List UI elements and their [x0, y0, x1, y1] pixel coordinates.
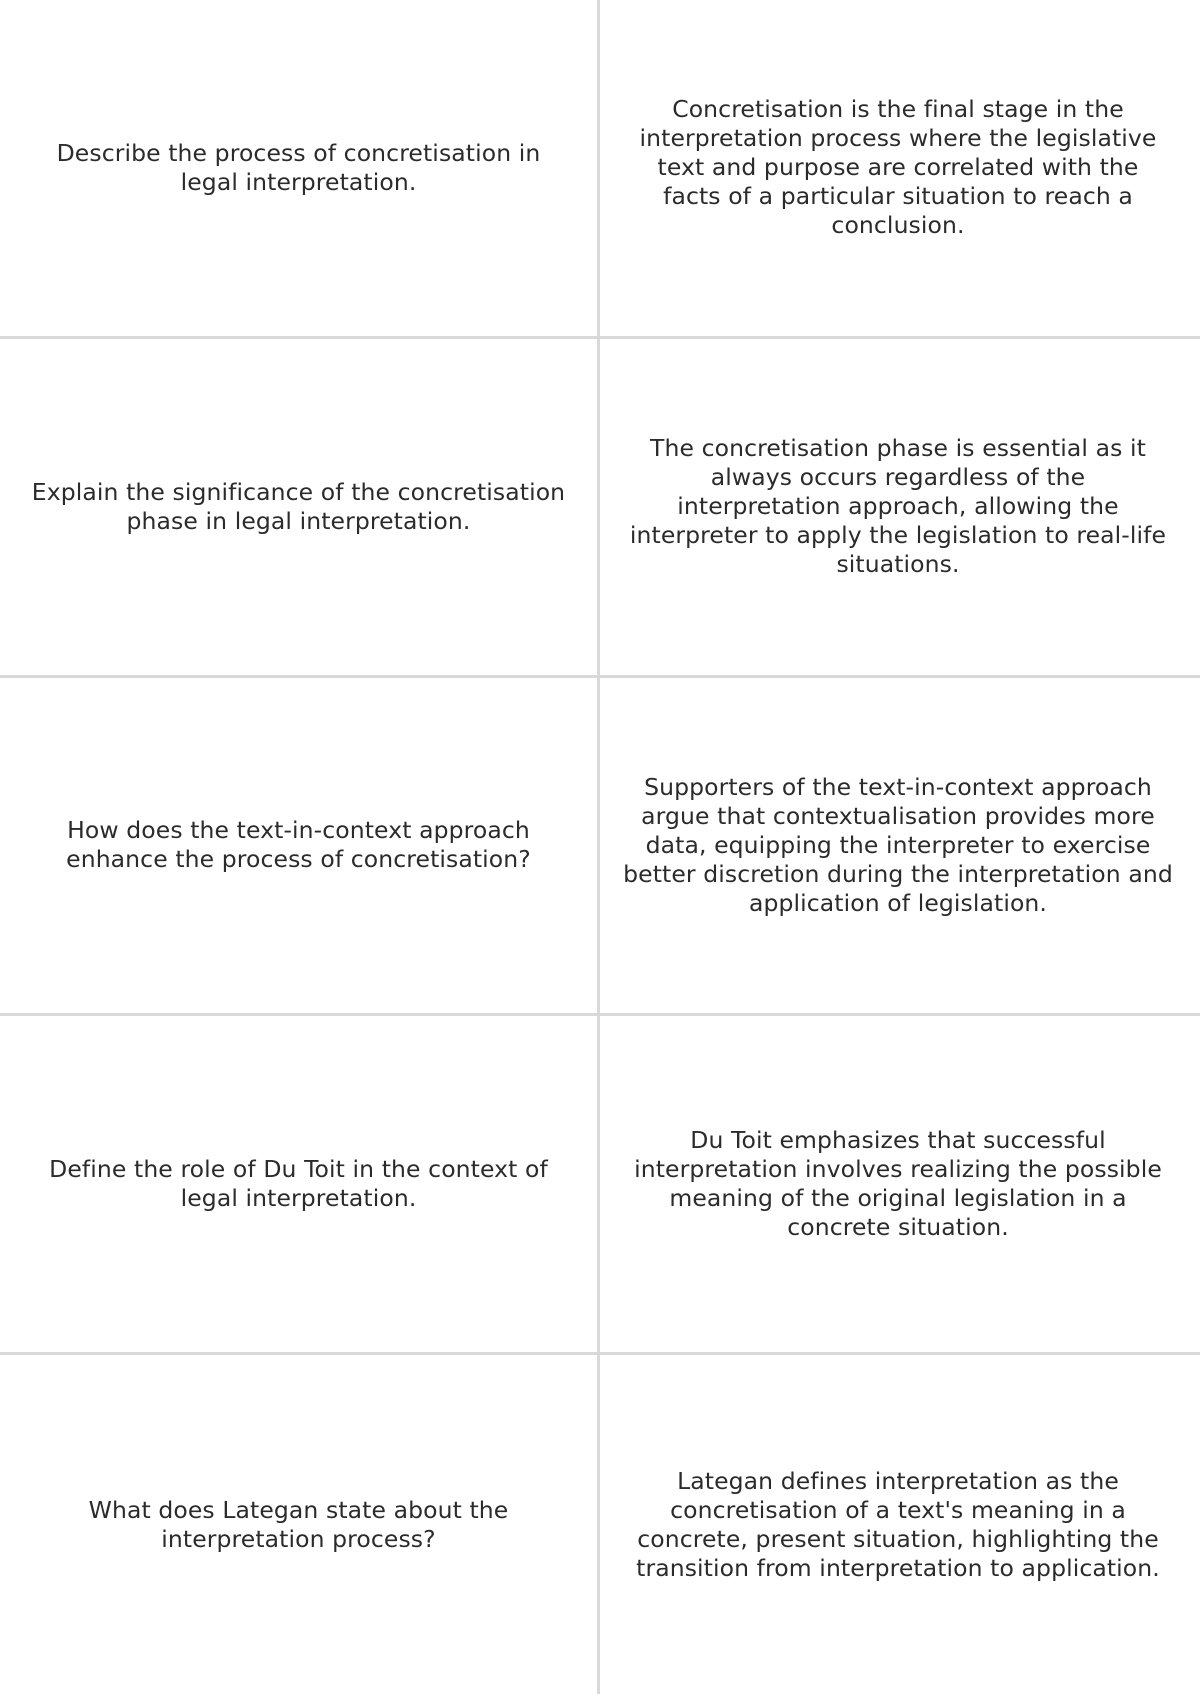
card-answer: [600, 339, 1200, 678]
card-answer-text: Lategan defines interpretation as the concretisation of a text's meaning in a concrete, present situation, highlighting the transition from interpretation to application.: [636, 1466, 1160, 1582]
card-answer: [600, 1016, 1200, 1355]
card-question-text: Describe the process of concretisation in legal interpretation.: [56, 138, 541, 196]
card-question-text: What does Lategan state about the interpretation process?: [88, 1495, 509, 1553]
card-answer-text: The concretisation phase is essential as it always occurs regardless of the interpretation approach, allowing the interpreter to apply the legislation to real-life situations.: [629, 434, 1167, 579]
card-question: [0, 678, 600, 1017]
card-question: [0, 339, 600, 678]
card-question: [0, 0, 600, 339]
card-answer-text: Concretisation is the final stage in the interpretation process where the legislative text and purpose are correlated with the facts of a particular situation to reach a conclusion.: [639, 95, 1157, 240]
card-question: [0, 1016, 600, 1355]
card-answer: [600, 0, 1200, 339]
card-question-text: Define the role of Du Toit in the context of legal interpretation.: [49, 1155, 548, 1213]
card-answer-text: Du Toit emphasizes that successful interpretation involves realizing the possible meaning of the original legislation in a concrete situation.: [634, 1126, 1162, 1242]
card-answer: [600, 1355, 1200, 1694]
card-answer: [600, 678, 1200, 1017]
card-question-text: Explain the significance of the concretisation phase in legal interpretation.: [31, 477, 566, 535]
card-question: [0, 1355, 600, 1694]
card-question-text: How does the text-in-context approach enhance the process of concretisation?: [66, 816, 531, 874]
card-answer-text: Supporters of the text-in-context approach argue that contextualisation provides more data, equipping the interpreter to exercise better discretion during the interpretation and application of legislation.: [623, 772, 1173, 917]
